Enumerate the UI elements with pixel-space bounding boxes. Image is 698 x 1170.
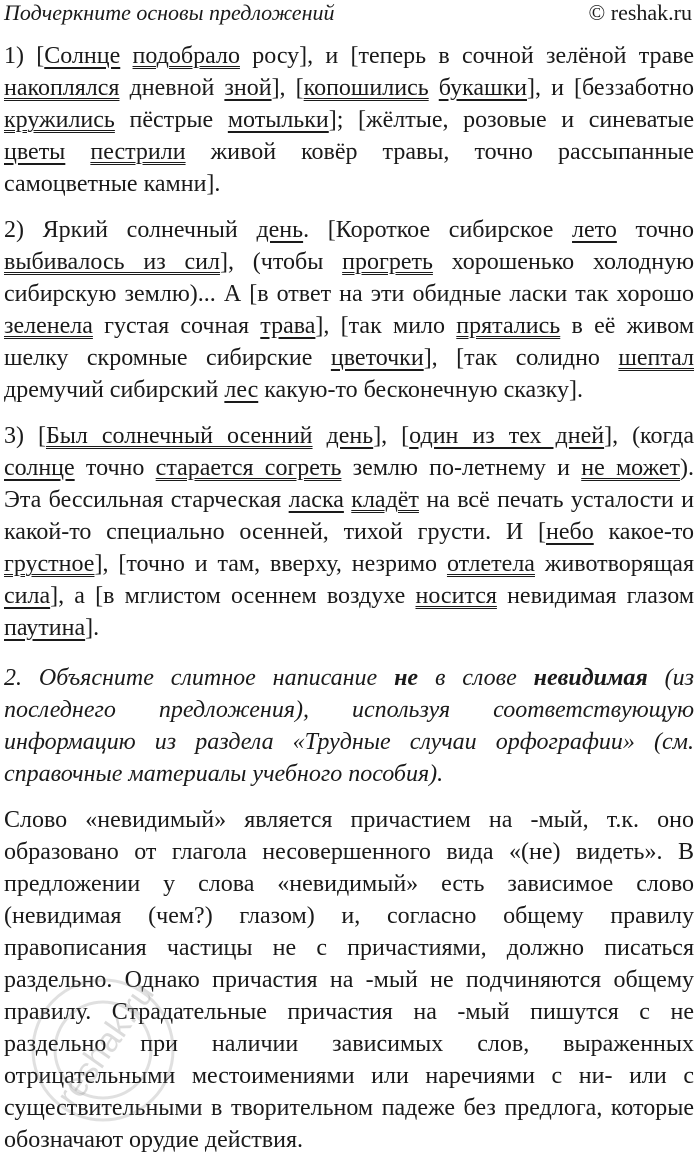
subject-word: трава	[260, 313, 316, 339]
predicate-word: кладёт	[351, 487, 419, 513]
text-segment: ], (чтобы	[219, 249, 343, 275]
copyright-label: © reshak.ru	[588, 0, 692, 25]
text-segment: точно	[74, 455, 156, 481]
text-segment: точно	[616, 217, 694, 243]
subject-word: Солнце	[44, 43, 121, 69]
text-segment: животворящая	[534, 551, 694, 577]
text-segment: густая сочная	[92, 313, 261, 339]
answer-paragraph: Слово «невидимый» является причастием на -мый, т.к. оно образовано от глагола несовершенного вида «(не) видеть». В предложении у слова «невидимый» есть зависимое слово (невидимая (чем?) глазом) и, согласно общему правилу правописания частицы не с причастиями, должно писаться раздельно. Однако причастия на -мый не подчиняются общему правилу. Страдательные причастия на -мый пишутся с не раздельно при наличии зависимых слов, выраженных отрицательными местоимениями или наречиями с ни- или с существительными в творительном падеже без предлога, которые обозначают орудие действия.	[4, 807, 694, 1153]
text-segment: ). Эта бессильная старческая	[4, 455, 694, 513]
predicate-word: отлетела	[446, 551, 535, 577]
text-segment: 1) [	[4, 43, 45, 69]
text-segment: ], [точно и там, вверху, незримо	[94, 551, 447, 577]
question-text: (из последнего предложения), используя соответствующую информацию из раздела «Трудные случаи орфографии» (см. справочные материалы учебного пособия).	[4, 665, 695, 787]
sentence-paragraph-2	[4, 214, 694, 406]
text-segment: дневной	[119, 75, 225, 101]
subject-word: букашки	[438, 75, 527, 101]
text-segment: хорошенько холодную сибирскую землю)... А [в ответ на эти обидные ласки так хорошо	[4, 249, 695, 307]
text-segment	[429, 75, 439, 101]
emphasized-word: не	[394, 665, 419, 691]
text-segment: ], [	[373, 423, 410, 449]
document-body	[4, 40, 694, 1170]
text-segment	[65, 139, 90, 165]
subject-word: день	[326, 423, 374, 449]
predicate-word: не может	[581, 455, 680, 481]
question-text: в слове	[418, 665, 534, 691]
subject-word: один из тех дней	[409, 423, 605, 449]
watermark-text: reshak.ru	[49, 975, 162, 1114]
sentence-paragraph-3	[4, 420, 694, 644]
text-segment: какую-то бесконечную сказку].	[258, 377, 583, 403]
text-segment	[120, 43, 132, 69]
text-segment: 2) Яркий солнечный	[4, 217, 257, 243]
predicate-word: копошились	[303, 75, 429, 101]
question-paragraph	[4, 662, 694, 790]
subject-word: паутина	[4, 615, 86, 641]
predicate-word: старается согреть	[155, 455, 342, 481]
text-segment: 3) [	[4, 423, 46, 449]
text-segment: ]; [жёлтые, розовые и синеватые	[328, 107, 694, 133]
text-segment: ], [так мило	[315, 313, 457, 339]
subject-word: мотыльки	[227, 107, 329, 133]
subject-word: лето	[572, 217, 617, 243]
predicate-word: кружились	[4, 107, 115, 133]
question-text: 2. Объясните слитное написание	[4, 665, 395, 691]
text-segment: росу], и [теперь в сочной зелёной траве	[239, 43, 694, 69]
page-header	[0, 0, 698, 30]
text-segment: ], (когда	[604, 423, 695, 449]
predicate-word: подобрало	[132, 43, 240, 69]
text-segment: ].	[85, 615, 100, 641]
subject-word: цветы	[4, 139, 66, 165]
predicate-word: Был солнечный осенний	[45, 423, 313, 449]
predicate-word: носится	[415, 583, 497, 609]
predicate-word: грустное	[4, 551, 95, 577]
sentence-paragraph-1	[4, 40, 694, 200]
predicate-word: зеленела	[4, 313, 93, 339]
subject-word: ласка	[288, 487, 344, 513]
subject-word: день	[256, 217, 304, 243]
predicate-word: шептал	[618, 345, 695, 371]
subject-word: лес	[224, 377, 259, 403]
subject-word: небо	[546, 519, 594, 545]
page-title: Подчеркните основы предложений	[4, 0, 335, 25]
predicate-word: пестрили	[90, 139, 186, 165]
text-segment: землю по-летнему и	[341, 455, 582, 481]
text-segment: ], а [в мглистом осеннем воздухе	[50, 583, 416, 609]
text-segment: ], [	[271, 75, 304, 101]
text-segment: живой ковёр травы, точно рассыпанные самоцветные камни].	[4, 139, 695, 197]
text-segment: ], [так солидно	[423, 345, 619, 371]
predicate-word: прогреть	[342, 249, 433, 275]
text-segment: какое-то	[593, 519, 695, 545]
text-segment: на всё печать усталости и какой-то специально осенней, тихой грусти. И [	[4, 487, 694, 545]
subject-word: сила	[4, 583, 51, 609]
subject-word: цветочки	[330, 345, 424, 371]
text-segment: в её живом шелку скромные сибирские	[4, 313, 695, 371]
predicate-word: накоплялся	[4, 75, 120, 101]
text-segment: дремучий сибирский	[4, 377, 225, 403]
text-segment: . [Короткое сибирское	[303, 217, 573, 243]
predicate-word: выбивалось из сил	[4, 249, 220, 275]
subject-word: солнце	[4, 455, 75, 481]
text-segment	[313, 423, 327, 449]
subject-word: зной	[224, 75, 272, 101]
text-segment: пёстрые	[114, 107, 228, 133]
text-segment: ], и [беззаботно	[527, 75, 694, 101]
text-segment: невидимая глазом	[496, 583, 695, 609]
emphasized-word: невидимая	[533, 665, 648, 691]
predicate-word: прятались	[456, 313, 561, 339]
